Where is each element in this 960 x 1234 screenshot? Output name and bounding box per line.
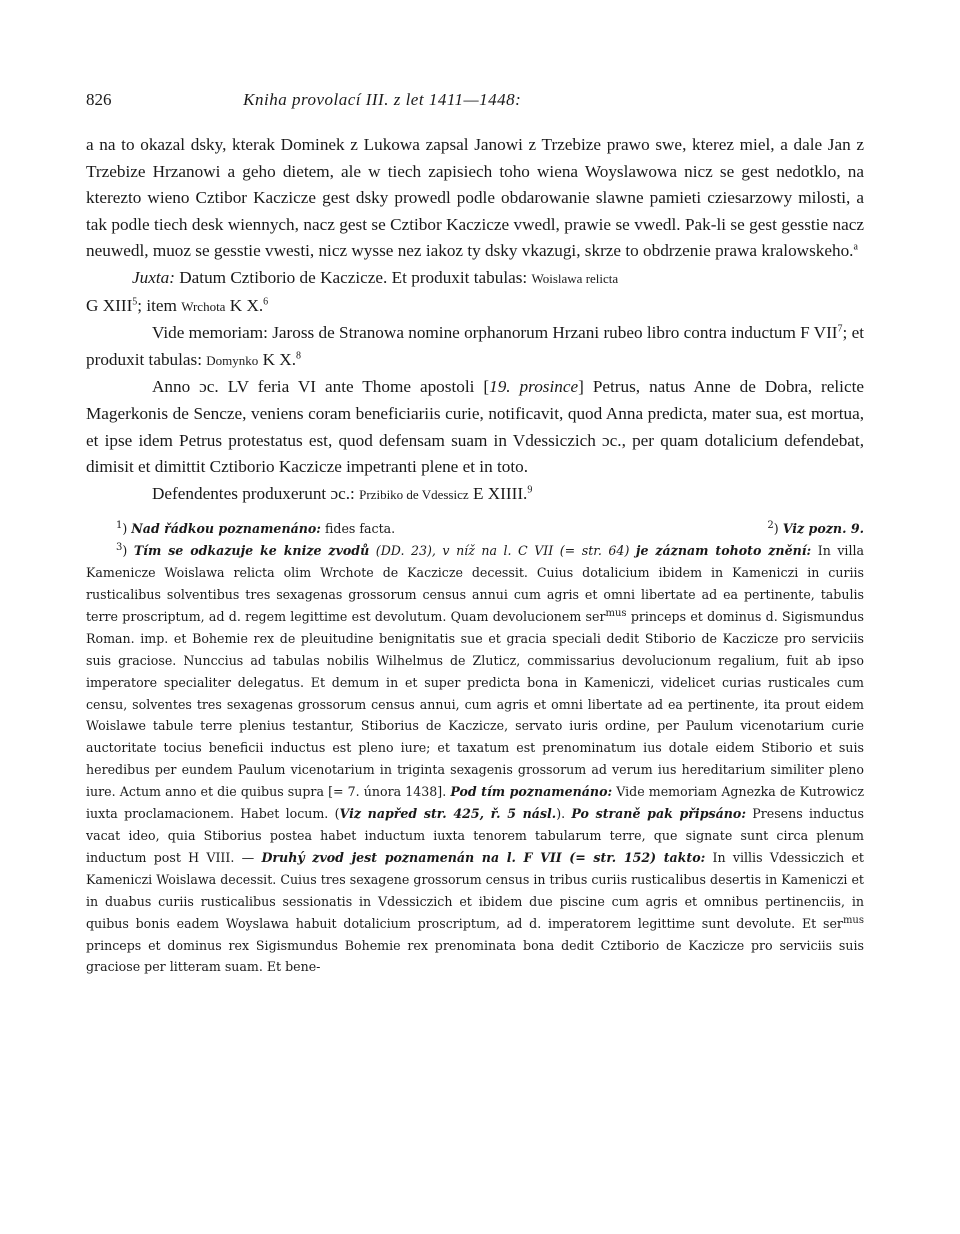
paragraph-1: a na to okazal dsky, kterak Dominek z Lukowa zapsal Janowi z Trzebize prawo swe, kterez miel, a dale Jan z Trzebize Hrzanowi a geho dietem, ale w tiech zapisiech toho wiena Woyslawowa nicz se gest nedotklo, na kterezto wieno Cztibor Kaczicze gest dsky prowedl podle obdarowanie slawne pamieti cziesarzowy milosti, a tak podle tiech desk wiennych, nacz gest se Cztibor Kaczicze vwedl, prawie se vwedl. Pak-li se gest gesstie nacz neuwedl, muoz se gesstie vwesti, nicz wysse nez iakoz ty dsky vkazugi, skrze to obdrzenie prawa kralowskeho.$^a$	[86, 135, 864, 261]
page-header	[86, 90, 864, 110]
paragraph-5: Defendentes produxerunt ɔc.: Przibiko de Vdessicz E XIIII.$^9$	[152, 483, 533, 503]
page-number: 826	[86, 90, 112, 109]
paragraph-2: Juxta: Datum Cztiborio de Kaczicze. Et produxit tabulas: Woislawa relicta G XIII$^5$; item Wrchota K X.$^6$	[86, 267, 619, 315]
footnote-2: $^2$) Viz pozn. 9.	[767, 520, 864, 537]
running-title: Kniha provolací III. z let 1411—1448:	[243, 90, 522, 109]
footnotes	[86, 518, 864, 978]
paragraph-3: Vide memoriam: Jaross de Stranowa nomine orphanorum Hrzani rubeo libro contra inductum F VII$^7$; et produxit tabulas: Domynko K X.$^8$	[86, 323, 864, 369]
paragraph-4: Anno ɔc. LV feria VI ante Thome apostoli [19. prosince] Petrus, natus Anne de Dobra, relicte Magerkonis de Sencze, veniens coram beneficiariis curie, notificavit, quod Anna predicta, mater sua, est mortua, et ipse idem Petrus protestatus est, quod defensam suam in Vdessiczich ɔc., per quam dotalicium defendebat, dimisit et dimittit Cztiborio Kaczicze impetranti plene et in toto.	[86, 377, 864, 477]
footnote-3: $^3$) Tím se odkazuje ke knize zvodů (DD. 23), v níž na l. C VII (= str. 64) je záznam tohoto znění: In villa Kamenicze Woislawa relicta olim Wrchote de Kaczicze decessit. Cuius dotalicium ibidem in Kameniczi in curiis rusticalibus solventibus tres sexagenas grossorum census annui cum agris et omni libertate ad ea pertinente, tabulis terre proscriptum, ad d. regem legittime est devolutum. Quam devolucionem ser$^{mus}$ princeps et dominus d. Sigismundus Roman. imp. et Bohemie rex de pleuitudine benignitatis sue et gracia speciali dedit Stiborio de Kaczicze pro serviciis suis graciose. Nunccius ad tabulas nobilis Wilhelmus de Zluticz, commissarius devolucionum regalium, fuit ab ipso imperatore specialiter delegatus. Et demum in et super predicta bona in Kameniczi, videlicet curias rusticales cum censu, solventes tres sexagenas grossorum census annui, cum agris et omni libertate ad ea pertinente, ita prout eidem Woislawe tabule terre plenius testantur, Stiborius de Kaczicze, servato iuris ordine, per Paulum vicenotarium curie auctoritate tocius beneficii inductus est pleno iure; et taxatum est prenominatum ius dotale eidem Stiborio et suis heredibus per eundem Paulum vicenotarium in triginta sexagenis grossorum ad verum ius hereditarium similiter pleno iure. Actum anno et die quibus supra [= 7. února 1438]. Pod tím poznamenáno: Vide memoriam Agnezka de Kutrowicz iuxta proclamacionem. Habet locum. (Viz napřed str. 425, ř. 5 násl.). Po straně pak připsáno: Presens inductus vacat ideo, quia Stiborius postea habet inductum iuxta tenorem tabularum terre, que signate sunt circa plenum inductum post H VIII. — Druhý zvod jest poznamenán na l. F VII (= str. 152) takto: In villis Vdessiczich et Kameniczi Woislawa decessit. Cuius tres sexagene grossorum census in tribus curiis rusticalibus desertis in Kameniczi et in duabus curiis rusticalibus sessionatis in Vdessiczich et ibidem due piscine cum agris et omnibus pertinenciis, in quibus bonis eadem Woyslawa habuit dotalicium proscriptum, ad d. imperatorem legittime sunt devolute. Et ser$^{mus}$ princeps et dominus rex Sigismundus Bohemie rex prenominata bona dedit Cztiborio de Kaczicze pro serviciis suis graciose per litteram suam. Et bene-	[86, 542, 865, 975]
main-text	[86, 132, 864, 508]
footnote-1: $^1$) Nad řádkou poznamenáno: fides facta.	[116, 520, 396, 537]
footnote-row-1-2	[86, 518, 864, 540]
